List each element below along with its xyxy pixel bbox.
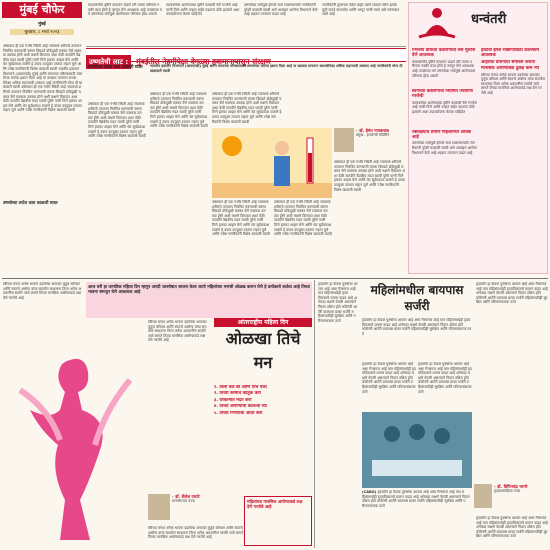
womens-left-col: स्त्रीच्या मनात अनेक भावना दडलेल्या असतात कुटुंब करिअर आणि स्वतःचे आरोग्य यांचा समतोल साधताना तिला अनेक अडचणींना सामोरे जावे लागते तिच्या मानसिक आरोग्याकडे लक्ष देणे गरजेचे आहे [3,282,82,300]
heatwave-col-3: उष्माघात ही एक गंभीर स्थिती आहे ज्यामध्ये शरीराचे तापमान नियंत्रित करण्याची यंत्रणा बिघडते डोकेदुखी चक्कर येणे मळमळ उलट्या होणे अशी लक्षणे दिसतात अशा वेळी तातडीने वैद्यकीय मदत घ्यावी पुरेसे पाणी पिणे हलका आहार घेणे आणि थेट सूर्यप्रकाश टाळणे हे उपाय उपयुक्त ठरतात लहान मुले आणि ज्येष्ठ नागरिकांनी विशेष काळजी घ्यावी [212,92,282,124]
bypass-col-2: हृदयरोग हा केवळ पुरुषांचा आजार आहे असा गैरसमज आहे मात्र महिलांमध्येही हृदयविकाराचे प्रमाण वाढत आहे अनेकदा लक्षणे वेगळी असल्याने निदान उशिरा होते कोरोनरी आर्टरी बायपास ग्राफ्ट सर्जरी महिलांसाठीही सुरक्षित आणि परिणामकारक ठरते [418,362,472,394]
womens-title: ओळखा तिचे मन [225,329,301,372]
heatwave-col-5: उष्माघात ही एक गंभीर स्थिती आहे ज्यामध्ये शरीराचे तापमान नियंत्रित करण्याची यंत्रणा बिघडते डोकेदुखी चक्कर येणे मळमळ उलट्या होणे अशी लक्षणे दिसतात अशा वेळी तातडीने वैद्यकीय मदत घ्यावी पुरेसे पाणी पिणे हलका आहार घेणे आणि थेट सूर्यप्रकाश टाळणे हे उपाय उपयुक्त ठरतात लहान मुले आणि ज्येष्ठ नागरिकांनी विशेष काळजी घ्यावी [212,200,270,237]
womens-author [148,494,244,524]
heatwave-author [334,128,406,158]
heatwave-banner [86,48,406,66]
womens-quote: महिलांच्या मानसिक आरोग्याकडे लक्ष देणे गरजेचे आहे [244,496,312,546]
top-story-col-4: नागरिकांनी दुपारच्या वेळेत बाहेर पडणे टाळावे तसेच हलके सुती कपडे वापरावेत आणि भरपूर पाणी प्यावे असे सांगण्यात आले आहे [322,3,400,17]
bypass-col-left: हृदयरोग हा केवळ पुरुषांचा आजार आहे असा गैरसमज आहे मात्र महिलांमध्येही हृदयविकाराचे प्रमाण वाढत आहे अनेकदा लक्षणे वेगळी असल्याने निदान उशिरा होते कोरोनरी आर्टरी बायपास ग्राफ्ट सर्जरी महिलांसाठीही सुरक्षित आणि परिणामकारक ठरते [318,282,358,323]
dhanvantari-box: धन्वंतरी गर्भाशय ग्रीवेच्या कर्करोगाची लस मुलींना देणे आवश्यक वातावरणीय दृष्टिने तापमान वाढले तरी त्याचा परिणाम नक्की काय होतो हे जाणून घेणे आवश्यक आहे तज्ज्ञांच्या मते उष्णतेच्या लाटेमुळे आरोग्यावर परिणाम होऊ शकतो स्तनाच्या कर्करोगाची नियमित तपासणी गरजेची त्याचबरोबर आरोग्याच्या दृष्टीने काळजी घेणे गरजेचे आहे पाणी पिणे आणि उन्हात बाहेर पडताना डोके झाकणे अशा उपाययोजना केल्या पाहिजेत रक्ताक्षयाचे प्रमाण महिलांमध्ये अधिक आहे उष्णतेच्या लाटेमुळे होणारे त्रास टाळण्यासाठी नागरिकांनी पुरेशी काळजी घ्यावी असे आवाहन आरोग्य विभागाने केले आहे शहरात तापमान वाढत आहे हाडांची झीज रोखण्यासाठी कॅल्शियम आवश्यक आहारात प्रथिनांचा समावेश करावा मानसिक आरोग्याकडे दुर्लक्ष करू नये स्त्रीच्या मनात अनेक भावना दडलेल्या असतात कुटुंब करिअर आणि स्वतःचे आरोग्य यांचा समतोल साधताना तिला अनेक अडचणींना सामोरे जावे लागते तिच्या मानसिक आरोग्याकडे लक्ष देणे गरजेचे आहे [408,2,548,274]
bypass-col-3: (CABG) हृदयरोग हा केवळ पुरुषांचा आजार आहे असा गैरसमज आहे मात्र महिलांमध्येही हृदयविकाराचे प्रमाण वाढत आहे अनेकदा लक्षणे वेगळी असल्याने निदान उशिरा होते कोरोनरी आर्टरी बायपास ग्राफ्ट सर्जरी महिलांसाठीही सुरक्षित आणि परिणामकारक ठरते [362,490,470,508]
bypass-col-right-bottom: हृदयरोग हा केवळ पुरुषांचा आजार आहे असा गैरसमज आहे मात्र महिलांमध्येही हृदयविकाराचे प्रमाण वाढत आहे अनेकदा लक्षणे वेगळी असल्याने निदान उशिरा होते कोरोनरी आर्टरी बायपास ग्राफ्ट सर्जरी महिलांसाठीही सुरक्षित आणि परिणामकारक ठरते [476,516,548,539]
womens-banner [214,318,312,382]
dhanvantari-title: धन्वंतरी [471,12,507,27]
sun-icon [222,136,242,156]
dhanvantari-bullet: हाडांची झीज रोखण्यासाठी कॅल्शियम आवश्यक [481,48,540,59]
womens-tip: २. तिच्या कामाचे कौतुक करा [214,391,261,397]
heatwave-headline: मुंबईतील नेहमीपेक्षा वेगळ्या हवामानापासून संरक्षण [136,57,271,66]
left-subhead: उष्णतेच्या लाटेत काय काळजी घ्याल [3,200,58,205]
meditation-figure [415,5,475,45]
surgery-photo [362,412,472,488]
womens-banner-label: आंतरराष्ट्रीय महिला दिन [214,318,312,327]
bypass-lead: हृदयरोग हा केवळ पुरुषांचा आजार आहे असा गैरसमज आहे मात्र महिलांमध्येही हृदयविकाराचे प्रमाण वाढत आहे अनेकदा लक्षणे वेगळी असल्याने निदान उशिरा होते कोरोनरी आर्टरी बायपास ग्राफ्ट सर्जरी महिलांसाठीही सुरक्षित आणि परिणामकारक ठरते [362,318,472,336]
woman-silhouette [10,350,140,545]
womens-tip: ४. तिच्या आरोग्याची काळजी घ्या [214,404,267,410]
masthead [2,2,82,40]
left-column-top: उष्माघात ही एक गंभीर स्थिती आहे ज्यामध्ये शरीराचे तापमान नियंत्रित करण्याची यंत्रणा बिघडते डोकेदुखी चक्कर येणे मळमळ उलट्या होणे अशी लक्षणे दिसतात अशा वेळी तातडीने वैद्यकीय मदत घ्यावी पुरेसे पाणी पिणे हलका आहार घेणे आणि थेट सूर्यप्रकाश टाळणे हे उपाय उपयुक्त ठरतात लहान मुले आणि ज्येष्ठ नागरिकांनी विशेष काळजी घ्यावी भारतीय हवामान विभागाने (आयएमडी) मुंबई आणि लगतच्या परिसरासाठी उष्णतेच्या लाटेचा इशारा दिला आहे या काळात तापमान सरासरीपेक्षा अधिक राहण्याची शक्यता आहे नागरिकांनी योग्य ती खबरदारी घ्यावी उष्माघात ही एक गंभीर स्थिती आहे ज्यामध्ये शरीराचे तापमान नियंत्रित करण्याची यंत्रणा बिघडते डोकेदुखी चक्कर येणे मळमळ उलट्या होणे अशी लक्षणे दिसतात अशा वेळी तातडीने वैद्यकीय मदत घ्यावी पुरेसे पाणी पिणे हलका आहार घेणे आणि थेट सूर्यप्रकाश टाळणे हे उपाय उपयुक्त ठरतात लहान मुले आणि ज्येष्ठ नागरिकांनी विशेष काळजी घ्यावी [3,44,83,113]
womens-author-name: - डॉ. शैलेश उमाटे [172,494,200,499]
womens-author-role: मानसोपचार तज्ज्ञ [172,499,195,504]
dhanvantari-bullet: आहारात प्रथिनांचा समावेश करावा [481,59,535,65]
bypass-col-1: हृदयरोग हा केवळ पुरुषांचा आजार आहे असा गैरसमज आहे मात्र महिलांमध्येही हृदयविकाराचे प्रमाण वाढत आहे अनेकदा लक्षणे वेगळी असल्याने निदान उशिरा होते कोरोनरी आर्टरी बायपास ग्राफ्ट सर्जरी महिलांसाठीही सुरक्षित आणि परिणामकारक ठरते [362,362,416,394]
womens-tip: ५. तिच्या निर्णयाचा आदर करा [214,410,263,416]
womens-tip: ३. घरकामात मदत करा [214,397,252,403]
womens-intro-box: आज घरी हा जागतिक महिला दिन म्हणून अगदी जल्लोषात साजरा केला जातो महिलांच्या मनाची ओळख करून घेणे हे प्रत्येकाचे कर्तव्य आहे तिच्या भावना समजून घेणे आवश्यक आहे [86,282,312,318]
heatwave-lead: भारतीय हवामान विभागाने (आयएमडी) मुंबई आणि लगतच्या परिसरासाठी उष्णतेच्या लाटेचा इशारा दिला आहे या काळात तापमान सरासरीपेक्षा अधिक राहण्याची शक्यता आहे नागरिकांनी योग्य ती खबरदारी घ्यावी [150,64,403,73]
bypass-author [474,484,548,514]
heatwave-author-name: - डॉ. हेमंत गायकवाड [356,128,389,133]
dhanvantari-bullet: स्तनाच्या कर्करोगाची नियमित तपासणी गरजेची [412,88,473,100]
masthead-city: मुंबई [38,22,46,27]
womens-tips [214,384,312,494]
top-story-col-1: वातावरणीय दृष्टिने तापमान वाढले तरी त्याचा परिणाम नक्की काय होतो हे जाणून घेणे आवश्यक आहे तज्ज्ञांच्या मते उष्णतेच्या लाटेमुळे आरोग्यावर परिणाम होऊ शकतो [88,3,162,17]
heatwave-kicker: उष्णतेची लाट : [86,55,131,69]
heatwave-col-2: उष्माघात ही एक गंभीर स्थिती आहे ज्यामध्ये शरीराचे तापमान नियंत्रित करण्याची यंत्रणा बिघडते डोकेदुखी चक्कर येणे मळमळ उलट्या होणे अशी लक्षणे दिसतात अशा वेळी तातडीने वैद्यकीय मदत घ्यावी पुरेसे पाणी पिणे हलका आहार घेणे आणि थेट सूर्यप्रकाश टाळणे हे उपाय उपयुक्त ठरतात लहान मुले आणि ज्येष्ठ नागरिकांनी विशेष काळजी घ्यावी [150,92,208,129]
bypass-title: महिलांमधील बायपास सर्जरी [370,283,464,313]
dhanvantari-bullet: रक्ताक्षयाचे प्रमाण महिलांमध्ये अधिक आहे [412,129,472,141]
womens-col-1: स्त्रीच्या मनात अनेक भावना दडलेल्या असतात कुटुंब करिअर आणि स्वतःचे आरोग्य यांचा समतोल साधताना तिला अनेक अडचणींना सामोरे जावे लागते तिच्या मानसिक आरोग्याकडे लक्ष देणे गरजेचे आहे [148,320,207,343]
heatwave-author-role: प्रमुख - इमर्जन्सी मेडिसिन [356,133,390,138]
heatwave-col-4: उष्माघात ही एक गंभीर स्थिती आहे ज्यामध्ये शरीराचे तापमान नियंत्रित करण्याची यंत्रणा बिघडते डोकेदुखी चक्कर येणे मळमळ उलट्या होणे अशी लक्षणे दिसतात अशा वेळी तातडीने वैद्यकीय मदत घ्यावी पुरेसे पाणी पिणे हलका आहार घेणे आणि थेट सूर्यप्रकाश टाळणे हे उपाय उपयुक्त ठरतात लहान मुले आणि ज्येष्ठ नागरिकांनी विशेष काळजी घ्यावी [334,160,405,192]
top-story-col-2: त्याचबरोबर आरोग्याच्या दृष्टीने काळजी घेणे गरजेचे आहे पाणी पिणे आणि उन्हात बाहेर पडताना डोके झाकणे अशा उपाययोजना केल्या पाहिजेत [166,3,240,17]
author-photo [148,494,170,520]
dhanvantari-bullet: मानसिक आरोग्याकडे दुर्लक्ष करू नये [481,66,540,72]
heatwave-col-6: उष्माघात ही एक गंभीर स्थिती आहे ज्यामध्ये शरीराचे तापमान नियंत्रित करण्याची यंत्रणा बिघडते डोकेदुखी चक्कर येणे मळमळ उलट्या होणे अशी लक्षणे दिसतात अशा वेळी तातडीने वैद्यकीय मदत घ्यावी पुरेसे पाणी पिणे हलका आहार घेणे आणि थेट सूर्यप्रकाश टाळणे हे उपाय उपयुक्त ठरतात लहान मुले आणि ज्येष्ठ नागरिकांनी विशेष काळजी घ्यावी [274,200,332,237]
heatwave-intro: उष्णतेच्या लाटेत काय काळजी घ्याल [88,64,143,69]
author-photo [334,128,354,152]
heatwave-illustration [212,128,332,198]
top-story-col-3: उष्णतेच्या लाटेमुळे होणारे त्रास टाळण्यासाठी नागरिकांनी पुरेशी काळजी घ्यावी असे आवाहन आरोग्य विभागाने केले आहे शहरात तापमान वाढत आहे [244,3,318,17]
dhanvantari-bullet: गर्भाशय ग्रीवेच्या कर्करोगाची लस मुलींना देणे आवश्यक [412,48,476,59]
author-photo [474,484,492,508]
heatwave-col-1: उष्माघात ही एक गंभीर स्थिती आहे ज्यामध्ये शरीराचे तापमान नियंत्रित करण्याची यंत्रणा बिघडते डोकेदुखी चक्कर येणे मळमळ उलट्या होणे अशी लक्षणे दिसतात अशा वेळी तातडीने वैद्यकीय मदत घ्यावी पुरेसे पाणी पिणे हलका आहार घेणे आणि थेट सूर्यप्रकाश टाळणे हे उपाय उपयुक्त ठरतात लहान मुले आणि ज्येष्ठ नागरिकांनी विशेष काळजी घ्यावी [88,102,146,139]
bypass-author-name: - डॉ. बिपिनचंद्र भामरे [494,484,528,489]
bypass-col-right: हृदयरोग हा केवळ पुरुषांचा आजार आहे असा गैरसमज आहे मात्र महिलांमध्येही हृदयविकाराचे प्रमाण वाढत आहे अनेकदा लक्षणे वेगळी असल्याने निदान उशिरा होते कोरोनरी आर्टरी बायपास ग्राफ्ट सर्जरी महिलांसाठीही सुरक्षित आणि परिणामकारक ठरते [476,282,548,305]
masthead-date: बुधवार, ८ मार्च २०२३ [10,29,74,35]
womens-tip: १. तिला वेळ द्या आणि तिचे ऐका [214,385,267,390]
masthead-title: मुंबई चौफेर [2,2,82,18]
bypass-author-role: हृदयशस्त्रक्रिया तज्ज्ञ [494,489,521,494]
womens-col-2: स्त्रीच्या मनात अनेक भावना दडलेल्या असतात कुटुंब करिअर आणि स्वतःचे आरोग्य यांचा समतोल साधताना तिला अनेक अडचणींना सामोरे जावे लागते तिच्या मानसिक आरोग्याकडे लक्ष देणे गरजेचे आहे [148,526,244,540]
